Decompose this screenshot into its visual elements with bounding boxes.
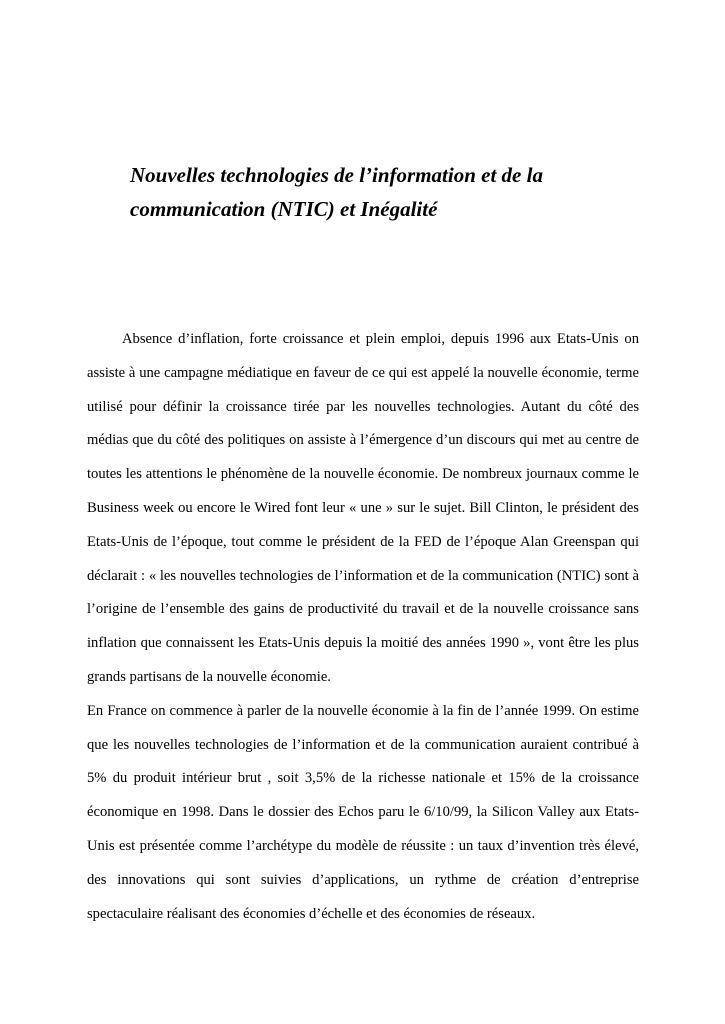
text-line: Business week ou encore le Wired font leur « une » sur le sujet. Bill Clinton, le président des	[87, 499, 639, 516]
text-line: En France on commence à parler de la nouvelle économie à la fin de l’année 1999. On estime	[87, 702, 639, 719]
title-line: communication (NTIC) et Inégalité	[130, 197, 438, 221]
text-line: spectaculaire réalisant des économies d’échelle et des économies de réseaux.	[87, 905, 536, 922]
document-title	[130, 158, 650, 226]
text-line: Unis est présentée comme l’archétype du modèle de réussite : un taux d’invention très élevé,	[87, 837, 639, 854]
text-line: Etats-Unis de l’époque, tout comme le président de la FED de l’époque Alan Greenspan qui	[87, 533, 639, 550]
text-line: que les nouvelles technologies de l’information et de la communication auraient contribué à	[87, 736, 639, 753]
text-line: des innovations qui sont suivies d’applications, un rythme de création d’entreprise	[87, 871, 639, 888]
paragraph-1	[87, 323, 639, 695]
text-line: utilisé pour définir la croissance tirée par les nouvelles technologies. Autant du côté des	[87, 398, 639, 415]
paragraph-2	[87, 695, 639, 932]
text-line: grands partisans de la nouvelle économie.	[87, 668, 331, 685]
text-line: assiste à une campagne médiatique en faveur de ce qui est appelé la nouvelle économie, terme	[87, 364, 639, 381]
text-line: inflation que connaissent les Etats-Unis depuis la moitié des années 1990 », vont être les plus	[87, 635, 639, 652]
text-line: déclarait : « les nouvelles technologies de l’information et de la communication (NTIC) sont à	[87, 567, 639, 584]
text-line: économique en 1998. Dans le dossier des Echos paru le 6/10/99, la Silicon Valley aux Etats-	[87, 804, 639, 821]
document-body	[87, 323, 639, 931]
text-line: toutes les attentions le phénomène de la nouvelle économie. De nombreux journaux comme le	[87, 466, 639, 483]
text-line: l’origine de l’ensemble des gains de productivité du travail et de la nouvelle croissance sans	[87, 601, 639, 618]
text-line: médias que du côté des politiques on assiste à l’émergence d’un discours qui met au centre de	[87, 432, 639, 449]
text-line: Absence d’inflation, forte croissance et plein emploi, depuis 1996 aux Etats-Unis on	[122, 331, 639, 347]
text-line: 5% du produit intérieur brut , soit 3,5% de la richesse nationale et 15% de la croissance	[87, 770, 639, 787]
title-line: Nouvelles technologies de l’information et de la	[130, 163, 543, 187]
